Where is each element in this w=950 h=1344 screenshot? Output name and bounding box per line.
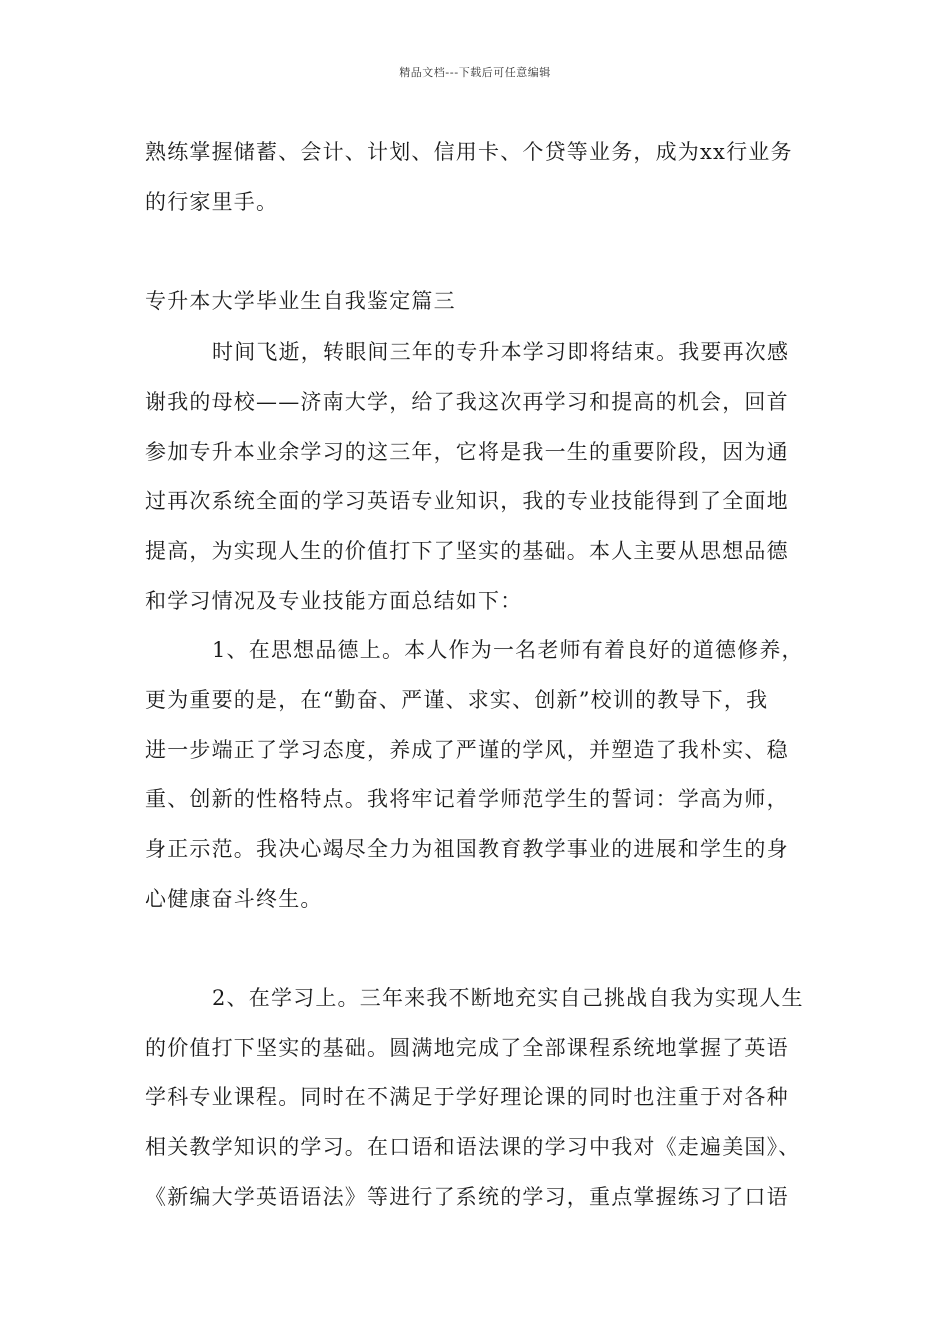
body-line: 更为重要的是，在“勤奋、严谨、求实、创新”校训的教导下，我: [145, 688, 769, 712]
body-line: 身正示范。我决心竭尽全力为祖国教育教学事业的进展和学生的身: [145, 837, 789, 861]
body-line: 进一步端正了学习态度，养成了严谨的学风，并塑造了我朴实、稳: [145, 738, 789, 762]
paragraph-first-line: 2、在学习上。三年来我不断地充实自己挑战自我为实现人生: [212, 986, 804, 1010]
page-header: 精品文档---下载后可任意编辑: [399, 66, 551, 79]
body-line: 的价值打下坚实的基础。圆满地完成了全部课程系统地掌握了英语: [145, 1036, 789, 1060]
body-line: 熟练掌握储蓄、会计、计划、信用卡、个贷等业务，成为xx行业务: [145, 140, 793, 164]
body-line: 提高，为实现人生的价值打下了坚实的基础。本人主要从思想品德: [145, 539, 789, 563]
body-line: 相关教学知识的学习。在口语和语法课的学习中我对《走遍美国》、: [145, 1135, 801, 1159]
body-line: 参加专升本业余学习的这三年，它将是我一生的重要阶段，因为通: [145, 440, 789, 464]
body-line: 心健康奋斗终生。: [145, 887, 323, 911]
paragraph-first-line: 时间飞逝，转眼间三年的专升本学习即将结束。我要再次感: [212, 340, 790, 364]
section-title: 专升本大学毕业生自我鉴定篇三: [145, 289, 456, 313]
body-line: 学科专业课程。同时在不满足于学好理论课的同时也注重于对各种: [145, 1085, 789, 1109]
paragraph-first-line: 1、在思想品德上。本人作为一名老师有着良好的道德修养，: [212, 638, 804, 662]
body-line: 和学习情况及专业技能方面总结如下：: [145, 589, 523, 613]
body-line: 重、创新的性格特点。我将牢记着学师范学生的誓词：学高为师，: [145, 787, 789, 811]
body-line: 的行家里手。: [145, 190, 279, 214]
body-line: 《新编大学英语语法》等进行了系统的学习，重点掌握练习了口语: [145, 1185, 789, 1209]
body-line: 过再次系统全面的学习英语专业知识，我的专业技能得到了全面地: [145, 489, 789, 513]
body-line: 谢我的母校——济南大学，给了我这次再学习和提高的机会，回首: [145, 390, 789, 414]
